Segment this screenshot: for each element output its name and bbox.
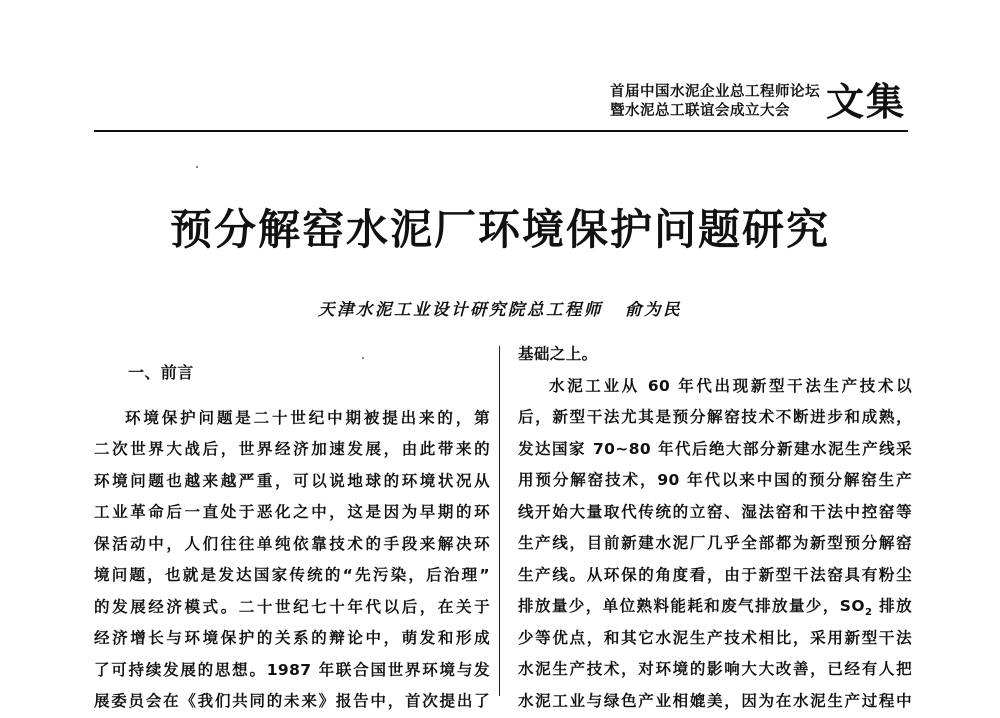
body-line: 水泥生产技术，对环境的影响大大改善，已经有人把 xyxy=(518,660,912,678)
running-header-wenji: 文集 xyxy=(825,79,906,124)
body-line: 后，新型干法尤其是预分解窑技术不断进步和成熟， xyxy=(518,408,912,426)
running-header xyxy=(610,74,906,130)
body-line: 水泥工业与绿色产业相媲美，因为在水泥生产过程中 xyxy=(518,691,912,710)
body-line: 的发展经济模式。二十世纪七十年代以后，在关于 xyxy=(94,597,490,616)
body-line: 少等优点，和其它水泥生产技术相比，采用新型干法 xyxy=(518,628,912,647)
running-header-lines xyxy=(610,83,820,121)
body-line: 了可持续发展的思想。1987 年联合国世界环境与发 xyxy=(94,660,490,679)
body-line: 境问题，也就是发达国家传统的“先污染，后治理” xyxy=(94,566,490,584)
scan-speck xyxy=(196,166,198,168)
section-heading-intro: 一、前言 xyxy=(128,363,194,382)
body-line: 二次世界大战后，世界经济加速发展，由此带来的 xyxy=(94,440,490,458)
body-line: 用预分解窑技术，90 年代以来中国的预分解窑生产 xyxy=(518,471,912,489)
body-line-so2 xyxy=(518,591,912,623)
author-line xyxy=(0,296,1000,320)
running-header-line-2: 暨水泥总工联谊会成立大会 xyxy=(609,103,790,119)
body-line: 保活动中，人们往往单纯依靠技术的手段来解决环 xyxy=(94,534,490,553)
right-column xyxy=(518,339,912,717)
body-line: 水泥工业从 60 年代出现新型干法生产技术以 xyxy=(549,376,912,395)
left-column xyxy=(94,357,490,718)
body-line: 生产线。从环保的角度看，由于新型干法窑具有粉尘 xyxy=(518,565,912,584)
column-divider xyxy=(499,346,500,696)
body-line-text: 排放 xyxy=(872,597,912,615)
header-rule xyxy=(94,130,908,132)
body-line: 发达国家 70~80 年代后绝大部分新建水泥生产线采 xyxy=(518,439,912,458)
subscript-2: 2 xyxy=(864,607,873,619)
body-line: 经济增长与环境保护的关系的辩论中，萌发和形成 xyxy=(94,629,490,647)
body-line: 基础之上。 xyxy=(518,345,598,363)
body-line: 生产线，目前新建水泥厂几乎全部都为新型预分解窑 xyxy=(518,534,912,552)
body-line: 线开始大量取代传统的立窑、湿法窑和干法中控窑等 xyxy=(518,502,912,521)
author-affiliation: 天津水泥工业设计研究院总工程师 xyxy=(318,300,603,319)
body-line-text: 排放量少，单位熟料能耗和废气排放量少，SO xyxy=(518,597,865,615)
body-line: 环境保护问题是二十世纪中期被提出来的，第 xyxy=(125,408,490,427)
scan-speck xyxy=(362,357,364,359)
paper-title: 预分解窑水泥厂环境保护问题研究 xyxy=(169,205,830,254)
body-line: 环境问题也越来越严重，可以说地球的环境状况从 xyxy=(94,471,490,490)
running-header-line-1: 首届中国水泥企业总工程师论坛 xyxy=(609,84,820,100)
body-line: 展委员会在《我们共同的未来》报告中，首次提出了 xyxy=(94,692,490,710)
author-name: 俞为民 xyxy=(625,300,682,319)
body-line: 工业革命后一直处于恶化之中，这是因为早期的环 xyxy=(94,503,490,521)
